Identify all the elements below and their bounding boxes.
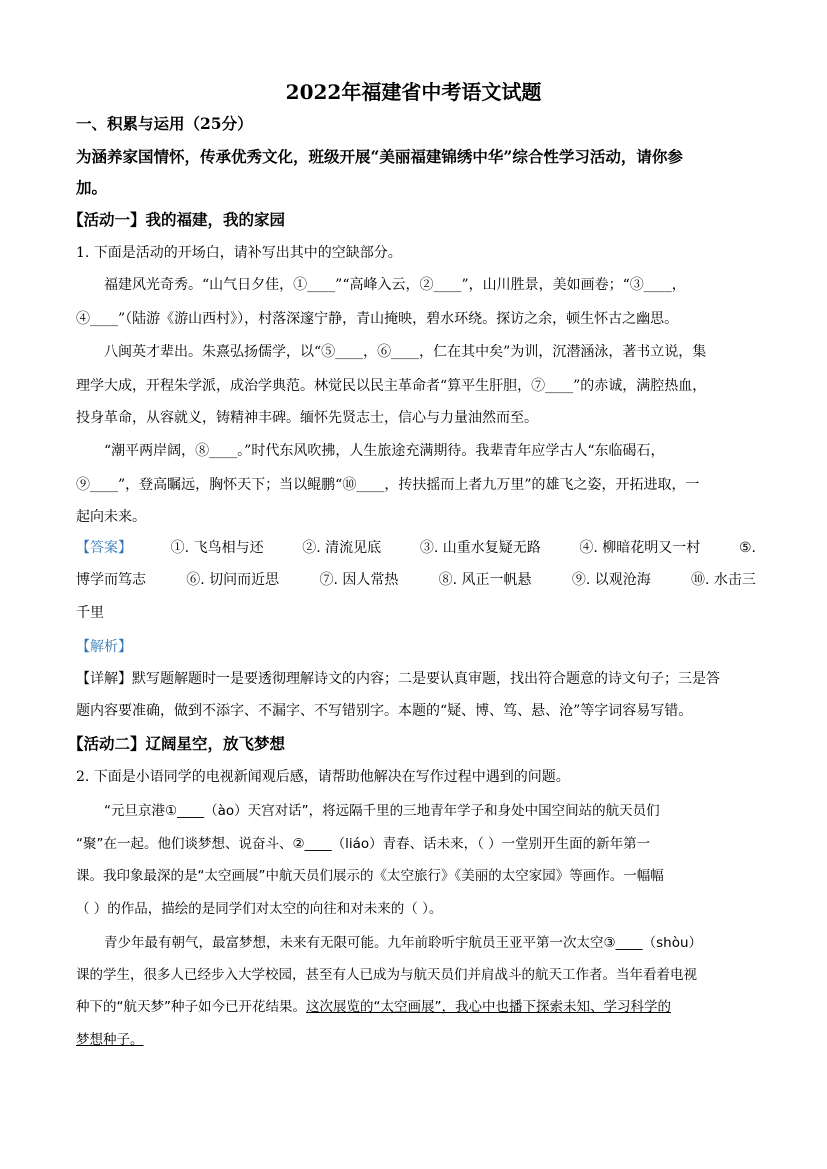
a2-p1-line-3: 课。我印象最深的是“太空画展”中航天员们展示的《太空旅行》《美丽的太空家园》等画作。一幅幅	[76, 868, 664, 884]
a1-p3-line-1: “潮平两岸阔，⑧____。”时代东风吹拂，人生旅途充满期待。我辈青年应学古人“东临碣石，	[104, 443, 665, 459]
a1-p3-line-2: ⑨____”，登高瞩远，胸怀天下；当以鲲鹏“⑩____，抟扶摇而上者九万里”的雄飞之姿，开拓进取，一	[76, 477, 700, 493]
section-intro-line-2: 加。	[76, 178, 108, 197]
page-title: 2022年福建省中考语文试题	[285, 80, 542, 104]
answer-row-1	[76, 538, 756, 558]
a2-p2-line-3	[76, 997, 756, 1017]
a2-p2-line-4	[76, 1030, 756, 1050]
analysis-tag: 【解析】	[76, 639, 132, 655]
a1-p1-line-1: 福建风光奇秀。“山气日夕佳，①____”“高峰入云，②____”，山川胜景，美如画卷；“③____，	[104, 277, 686, 293]
a2-p1-line-2: “聚”在一起。他们谈梦想、说奋斗、②____（liáo）青春、话未来，（ ）一堂别开生面的新年第一	[76, 836, 651, 852]
answer-item: ③. 山重水复疑无路	[419, 540, 541, 556]
answer-row-3: 千里	[76, 605, 104, 621]
answer-item: ②. 清流见底	[302, 540, 382, 556]
a2-p2-line-2: 课的学生，很多人已经步入大学校园，甚至有人已成为与航天员们并肩战斗的航天工作者。当年看着电视	[76, 967, 697, 983]
a1-p1-line-2: ④____”（陆游《游山西村》），村落深邃宁静，青山掩映，碧水环绕。探访之余，顿生怀古之幽思。	[76, 311, 679, 327]
section-intro-line-1: 为涵养家国情怀，传承优秀文化，班级开展“美丽福建锦绣中华”综合性学习活动，请你参	[76, 147, 683, 166]
activity2-heading: 【活动二】辽阔星空，放飞梦想	[68, 734, 286, 753]
answer-item: ④. 柳暗花明又一村	[579, 540, 701, 556]
q2-prompt: 2. 下面是小语同学的电视新闻观后感，请帮助他解决在写作过程中遇到的问题。	[76, 769, 570, 785]
answer-item: ⑤.	[738, 540, 756, 556]
detail-line-2: 题内容要准确，做到不添字、不漏字、不写错别字。本题的“疑、博、笃、悬、沧”等字词容易写错。	[76, 703, 693, 719]
answer-item: ⑨. 以观沧海	[571, 572, 651, 588]
a2-p1-line-1: “元旦京港①____（ào）天宫对话”，将远隔千里的三地青年学子和身处中国空间站的航天员们	[104, 803, 660, 819]
a2-p2-line-1: 青少年最有朝气，最富梦想，未来有无限可能。九年前聆听宇航员王亚平第一次太空③____（shòu）	[104, 935, 703, 951]
detail-line-1: 【详解】默写题解题时一是要透彻理解诗文的内容；二是要认真审题，找出符合题意的诗文句子；三是答	[76, 671, 720, 687]
answer-item: 博学而笃志	[76, 572, 146, 588]
a2-p1-line-4: （ ）的作品，描绘的是同学们对太空的向往和对未来的（ ）。	[76, 901, 443, 917]
activity1-heading: 【活动一】我的福建，我的家园	[68, 210, 286, 229]
answer-item: ⑩. 水击三	[691, 572, 756, 588]
answer-row-2	[76, 570, 756, 590]
a2-underlined-sentence: 这次展览的“太空画展”，我心中也播下探索未知、学习科学的	[306, 999, 671, 1015]
q1-prompt: 1. 下面是活动的开场白，请补写出其中的空缺部分。	[76, 245, 402, 261]
answer-tag: 【答案】	[76, 540, 132, 556]
answer-item: ⑧. 风正一帆悬	[438, 572, 532, 588]
answer-item: ⑥. 切问而近思	[186, 572, 280, 588]
a1-p3-line-3: 起向未来。	[76, 509, 146, 525]
section-heading: 一、积累与运用（25分）	[76, 114, 253, 133]
a1-p2-line-2: 理学大成，开程朱学派，成治学典范。林觉民以民主革命者“算平生肝胆，⑦____”的赤诚，满腔热血，	[76, 378, 707, 394]
a1-p2-line-1: 八闽英才辈出。朱熹弘扬儒学，以“⑤____，⑥____，仁在其中矣”为训，沉潜涵泳，著书立说，集	[104, 344, 707, 360]
a2-underlined-sentence-end: 梦想种子。	[76, 1032, 144, 1048]
answer-item: ①. 飞鸟相与还	[170, 540, 264, 556]
answer-item: ⑦. 因人常热	[319, 572, 399, 588]
a1-p2-line-3: 投身革命，从容就义，铸精神丰碑。缅怀先贤志士，信心与力量油然而至。	[76, 410, 538, 426]
a2-p2-line-3-plain: 种下的“航天梦”种子如今已开花结果。	[76, 999, 306, 1015]
